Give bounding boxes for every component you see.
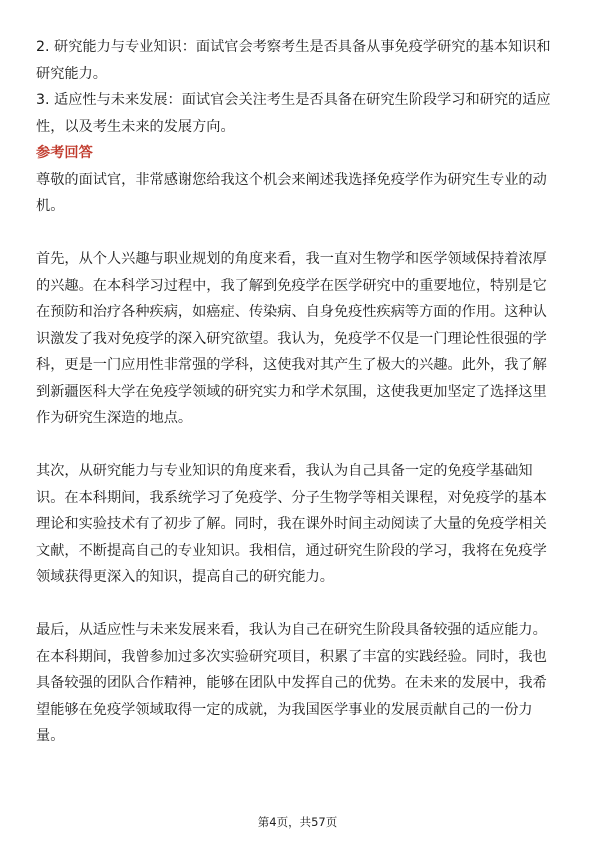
- section-title: 参考回答: [36, 145, 93, 161]
- criteria-item-2: 2. 研究能力与专业知识：面试官会考察考生是否具备从事免疫学研究的基本知识和研究能力。: [36, 39, 551, 82]
- answer-paragraph-first: 首先，从个人兴趣与职业规划的角度来看，我一直对生物学和医学领域保持着浓厚的兴趣。在本科学习过程中，我了解到免疫学在医学研究中的重要地位，特别是它在预防和治疗各种疾病，如癌症、传染病、自身免疫性疾病等方面的作用。这种认识激发了我对免疫学的深入研究欲望。我认为，免疫学不仅是一门理论性很强的学科，更是一门应用性非常强的学科，这使我对其产生了极大的兴趣。此外，我了解到新疆医科大学在免疫学领域的研究实力和学术氛围，这使我更加坚定了选择这里作为研究生深造的地点。: [36, 251, 547, 426]
- criteria-item-3: 3. 适应性与未来发展：面试官会关注考生是否具备在研究生阶段学习和研究的适应性，以及考生未来的发展方向。: [36, 92, 551, 135]
- answer-paragraph-second: 其次，从研究能力与专业知识的角度来看，我认为自己具备一定的免疫学基础知识。在本科期间，我系统学习了免疫学、分子生物学等相关课程，对免疫学的基本理论和实验技术有了初步了解。同时，我在课外时间主动阅读了大量的免疫学相关文献，不断提高自己的专业知识。我相信，通过研究生阶段的学习，我将在免疫学领域获得更深入的知识，提高自己的研究能力。: [36, 463, 547, 585]
- paragraph-spacer: [36, 432, 558, 459]
- page-number: 第4页，共57页: [257, 815, 338, 829]
- paragraph-spacer: [36, 591, 558, 618]
- paragraph-spacer: [36, 220, 558, 247]
- answer-paragraph-intro: 尊敬的面试官，非常感谢您给我这个机会来阐述我选择免疫学作为研究生专业的动机。: [36, 171, 547, 214]
- answer-paragraph-last: 最后，从适应性与未来发展来看，我认为自己在研究生阶段具备较强的适应能力。在本科期间，我曾参加过多次实验研究项目，积累了丰富的实践经验。同时，我也具备较强的团队合作精神，能够在团队中发挥自己的优势。在未来的发展中，我希望能够在免疫学领域取得一定的成就，为我国医学事业的发展贡献自己的一份力量。: [36, 622, 547, 744]
- document-body: [36, 34, 558, 750]
